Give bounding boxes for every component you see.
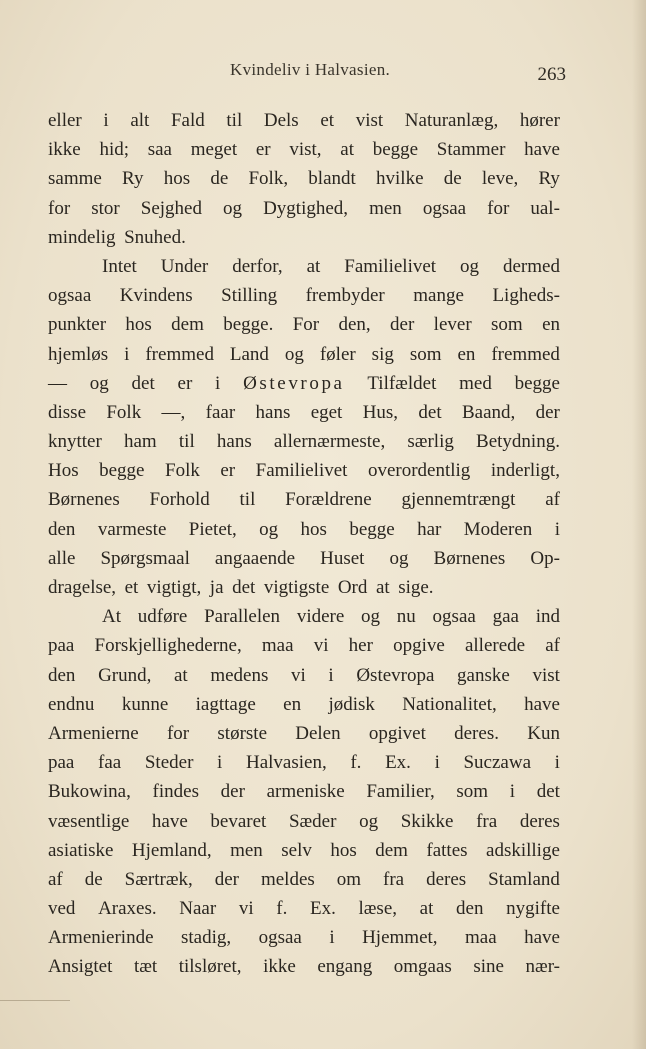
word: omgaas: [393, 956, 452, 978]
word: overordentlig: [367, 460, 471, 482]
text-line: [48, 690, 560, 719]
word: væsentlige: [48, 810, 130, 832]
word: som: [409, 343, 442, 365]
word: hos: [163, 168, 191, 190]
word: den,: [338, 314, 371, 336]
word: fremmed: [145, 343, 214, 365]
word: hos: [125, 314, 152, 336]
word: have: [524, 927, 560, 949]
word: engang: [317, 956, 373, 978]
word: leve,: [481, 168, 519, 190]
text-line: [48, 164, 560, 193]
word: i: [328, 664, 334, 686]
word: i: [509, 781, 516, 803]
word: nær-: [525, 956, 560, 978]
word: Steder: [144, 752, 194, 774]
word: i: [554, 518, 560, 540]
word: den: [48, 518, 76, 540]
word: ogsaa: [258, 927, 302, 949]
word: den: [456, 898, 484, 920]
word: punkter: [48, 314, 107, 336]
word: i: [554, 752, 560, 774]
word: dermed: [502, 255, 560, 277]
word: og: [460, 255, 480, 277]
word: til: [226, 110, 243, 131]
word: Kvindens: [119, 285, 193, 307]
word: saa: [147, 139, 172, 161]
word: hjemløs: [48, 343, 109, 365]
page-edge-shadow: [632, 0, 646, 1049]
word: mange: [413, 285, 464, 307]
text-line: [48, 602, 560, 631]
word: Dels: [263, 110, 299, 131]
word: største: [217, 722, 267, 744]
word: sine: [473, 956, 504, 978]
word: Fald: [170, 110, 205, 131]
word: hos: [300, 518, 327, 540]
word: at: [340, 139, 354, 161]
word: dem: [171, 314, 204, 336]
word: sige.: [398, 577, 434, 598]
word: i: [434, 752, 440, 774]
word: fremmed: [491, 343, 560, 365]
word: ogsaa: [422, 197, 467, 219]
word: Skikke: [400, 810, 454, 832]
word: føler: [319, 343, 356, 365]
word: og: [361, 606, 381, 628]
page-header: [46, 60, 566, 90]
word: Kun: [527, 722, 560, 744]
word: Sejghed: [140, 197, 202, 219]
word: i: [103, 110, 109, 131]
word: maa: [261, 635, 294, 657]
word: men: [230, 839, 263, 861]
word: Børnenes: [433, 547, 506, 569]
word: Nationalitet,: [402, 693, 497, 715]
word: gaa: [492, 606, 519, 628]
word: allernærmeste,: [273, 431, 386, 453]
word: hører: [519, 110, 560, 131]
word: vist: [532, 664, 560, 686]
word: vi: [313, 635, 329, 657]
word: hid;: [99, 139, 129, 161]
word: varmeste: [97, 518, 167, 540]
word: f.: [350, 752, 362, 774]
word: Hjemmet,: [362, 927, 438, 949]
word: begge: [99, 460, 145, 482]
word: Familier,: [366, 781, 435, 803]
word: maa: [465, 927, 497, 949]
word: Ord: [337, 577, 368, 598]
word: frembyder: [305, 285, 385, 307]
word: begge: [372, 139, 419, 161]
word: Familielivet: [255, 460, 348, 482]
text-line: [48, 719, 560, 748]
word: Armenierne: [48, 722, 139, 744]
word: de: [84, 868, 103, 890]
word: Dygtighed,: [263, 197, 349, 219]
word: et: [124, 577, 139, 598]
text-line: [48, 515, 560, 544]
text-line: [48, 106, 560, 135]
word: Moderen: [463, 518, 533, 540]
text-line: [48, 281, 560, 310]
word: faar: [205, 401, 236, 423]
word: asiatiske: [48, 839, 114, 861]
text-line: [48, 661, 560, 690]
word: meldes: [260, 868, 315, 890]
word: Stilling: [221, 285, 278, 307]
word: fra: [383, 868, 405, 890]
word: tilsløret,: [178, 956, 242, 978]
word: Snuhed.: [124, 226, 186, 248]
word: vist: [355, 110, 384, 131]
word: vigtigt,: [146, 577, 202, 598]
word: eget: [310, 401, 343, 423]
page-number: 263: [537, 64, 566, 85]
word: som: [491, 314, 523, 336]
text-line: [48, 340, 560, 369]
word: For: [292, 314, 320, 336]
word: i: [217, 752, 223, 774]
word: og: [284, 343, 304, 365]
word: ual-: [530, 197, 560, 219]
word: det: [536, 781, 560, 803]
word: det: [418, 401, 442, 423]
word: hans: [255, 401, 291, 423]
word: Forhold: [149, 489, 210, 511]
word: Familielivet: [344, 255, 437, 277]
word: Stamland: [488, 868, 560, 890]
text-line: [48, 485, 560, 514]
word: Naar: [179, 898, 217, 920]
text-line: [48, 544, 560, 573]
word: sig: [371, 343, 394, 365]
word: begge: [514, 372, 560, 394]
word: og: [223, 197, 243, 219]
text-line: [48, 777, 560, 806]
word: Ry: [122, 168, 144, 190]
word: gjennemtrængt: [401, 489, 516, 511]
word: ikke: [263, 956, 296, 978]
word: Folk: [165, 460, 200, 482]
word: ham: [124, 431, 157, 453]
word: med: [459, 372, 492, 394]
word: læse,: [358, 898, 398, 920]
word: udføre: [137, 606, 188, 628]
word: til: [178, 431, 195, 453]
word: meget: [190, 139, 238, 161]
word: Folk: [106, 401, 142, 423]
text-line: [48, 194, 560, 223]
word: stor: [91, 197, 120, 219]
word: et: [320, 110, 335, 131]
text-line: [48, 836, 560, 865]
word: i: [215, 372, 221, 394]
word: Ry: [538, 168, 560, 190]
word: i: [124, 343, 130, 365]
word: opgive: [393, 635, 445, 657]
word: fattes: [426, 839, 468, 861]
text-line: [48, 865, 560, 894]
word: Ex.: [309, 898, 336, 920]
word: Østevropa: [243, 372, 345, 394]
text-line: [48, 135, 560, 164]
word: Land: [229, 343, 269, 365]
word: Araxes.: [98, 898, 157, 920]
word: af: [48, 868, 63, 890]
word: nu: [396, 606, 416, 628]
word: Hos: [48, 460, 79, 482]
word: at: [419, 898, 434, 920]
word: allerede: [464, 635, 526, 657]
word: en: [457, 343, 476, 365]
word: jødisk: [328, 693, 375, 715]
word: og: [359, 810, 379, 832]
word: alt: [130, 110, 150, 131]
word: her: [348, 635, 373, 657]
word: der: [220, 781, 245, 803]
word: for: [166, 722, 190, 744]
word: tæt: [133, 956, 158, 978]
word: Forskjellighederne,: [94, 635, 242, 657]
word: bevaret: [210, 810, 267, 832]
word: medens: [210, 664, 269, 686]
word: Under: [160, 255, 209, 277]
word: f.: [276, 898, 288, 920]
word: adskillige: [486, 839, 560, 861]
word: nygifte: [506, 898, 560, 920]
word: Østevropa: [356, 664, 435, 686]
word: ogsaa: [48, 285, 92, 307]
word: Sæder: [288, 810, 337, 832]
word: Delen: [295, 722, 341, 744]
word: armeniske: [266, 781, 345, 803]
word: er: [220, 460, 236, 482]
word: opgivet: [368, 722, 426, 744]
word: Forældrene: [285, 489, 372, 511]
word: hvilke: [376, 168, 424, 190]
text-line: [48, 427, 560, 456]
word: vigtigste: [263, 577, 330, 598]
word: en: [283, 693, 302, 715]
text-line: [48, 456, 560, 485]
word: Børnenes: [48, 489, 120, 511]
word: Naturanlæg,: [404, 110, 499, 131]
word: deres: [426, 868, 467, 890]
word: Baand,: [461, 401, 516, 423]
word: —: [48, 372, 67, 394]
word: vi: [238, 898, 254, 920]
word: Stammer: [436, 139, 506, 161]
word: er: [177, 372, 193, 394]
word: dragelse,: [48, 577, 117, 598]
word: Betydning.: [476, 431, 560, 453]
word: Bukowina,: [48, 781, 131, 803]
word: der: [535, 401, 560, 423]
text-line: [48, 894, 560, 923]
word: selv: [281, 839, 312, 861]
word: at: [306, 255, 321, 277]
word: deres.: [454, 722, 499, 744]
word: Folk,: [248, 168, 289, 190]
word: —,: [161, 401, 186, 423]
word: Parallelen: [204, 606, 281, 628]
word: ganske: [457, 664, 510, 686]
word: stadig,: [180, 927, 232, 949]
word: er: [255, 139, 271, 161]
word: Grund,: [98, 664, 152, 686]
word: deres: [519, 810, 560, 832]
word: for: [48, 197, 71, 219]
word: de: [210, 168, 229, 190]
word: at: [375, 577, 390, 598]
word: ved: [48, 898, 76, 920]
word: have: [524, 693, 560, 715]
word: Huset: [320, 547, 365, 569]
text-line: [48, 631, 560, 660]
word: hans: [216, 431, 252, 453]
word: Hjemland,: [131, 839, 212, 861]
word: den: [48, 664, 76, 686]
word: Suczawa: [463, 752, 532, 774]
word: hos: [330, 839, 357, 861]
text-line: [48, 398, 560, 427]
word: at: [174, 664, 188, 686]
word: dem: [375, 839, 408, 861]
word: findes: [152, 781, 199, 803]
text-line: [48, 252, 560, 281]
word: inderligt,: [490, 460, 560, 482]
word: ogsaa: [432, 606, 476, 628]
word: mindelig: [48, 226, 116, 248]
word: Intet: [102, 255, 137, 277]
word: til: [239, 489, 256, 511]
word: lever: [433, 314, 472, 336]
text-line: [48, 573, 560, 602]
word: Særtræk,: [124, 868, 193, 890]
text-line: [48, 748, 560, 777]
word: eller: [48, 110, 82, 131]
word: Armenierinde: [48, 927, 154, 949]
word: som: [456, 781, 489, 803]
word: Hus,: [362, 401, 399, 423]
word: i: [329, 927, 335, 949]
word: have: [524, 139, 560, 161]
word: endnu: [48, 693, 95, 715]
word: begge: [349, 518, 395, 540]
word: videre: [296, 606, 345, 628]
word: vist,: [289, 139, 322, 161]
word: faa: [98, 752, 122, 774]
word: Halvasien,: [245, 752, 327, 774]
word: samme: [48, 168, 102, 190]
word: Op-: [530, 547, 560, 569]
word: og: [89, 372, 109, 394]
word: iagttage: [195, 693, 256, 715]
word: Pietet,: [188, 518, 237, 540]
word: Ex.: [385, 752, 411, 774]
text-line: [48, 952, 560, 981]
word: det: [131, 372, 155, 394]
word: en: [542, 314, 560, 336]
word: At: [102, 606, 121, 628]
word: kunne: [121, 693, 169, 715]
word: af: [545, 635, 560, 657]
word: fra: [476, 810, 498, 832]
word: ja: [209, 577, 224, 598]
word: ikke: [48, 139, 81, 161]
body-text: [48, 106, 560, 982]
text-line: [48, 223, 560, 252]
word: om: [336, 868, 362, 890]
word: paa: [48, 752, 75, 774]
text-line: [48, 923, 560, 952]
word: af: [545, 489, 560, 511]
word: særlig: [407, 431, 454, 453]
word: det: [232, 577, 256, 598]
word: Spørgsmaal: [100, 547, 190, 569]
word: for: [487, 197, 510, 219]
text-line: [48, 310, 560, 339]
word: disse: [48, 401, 86, 423]
word: knytter: [48, 431, 102, 453]
word: og: [259, 518, 279, 540]
word: Tilfældet: [367, 372, 437, 394]
word: begge.: [223, 314, 274, 336]
word: Ligheds-: [492, 285, 560, 307]
word: alle: [48, 547, 76, 569]
text-line: [48, 369, 560, 398]
word: derfor,: [232, 255, 283, 277]
word: men: [369, 197, 402, 219]
text-line: [48, 807, 560, 836]
running-title: Kvindeliv i Halvasien.: [230, 60, 391, 79]
word: blandt: [308, 168, 356, 190]
word: have: [151, 810, 188, 832]
word: Ansigtet: [48, 956, 113, 978]
word: der: [390, 314, 415, 336]
page-edge-mark: [0, 1000, 70, 1001]
word: de: [443, 168, 462, 190]
word: vi: [291, 664, 306, 686]
word: angaaende: [214, 547, 296, 569]
word: har: [417, 518, 442, 540]
word: ind: [535, 606, 560, 628]
word: og: [389, 547, 409, 569]
word: der: [214, 868, 239, 890]
word: paa: [48, 635, 75, 657]
